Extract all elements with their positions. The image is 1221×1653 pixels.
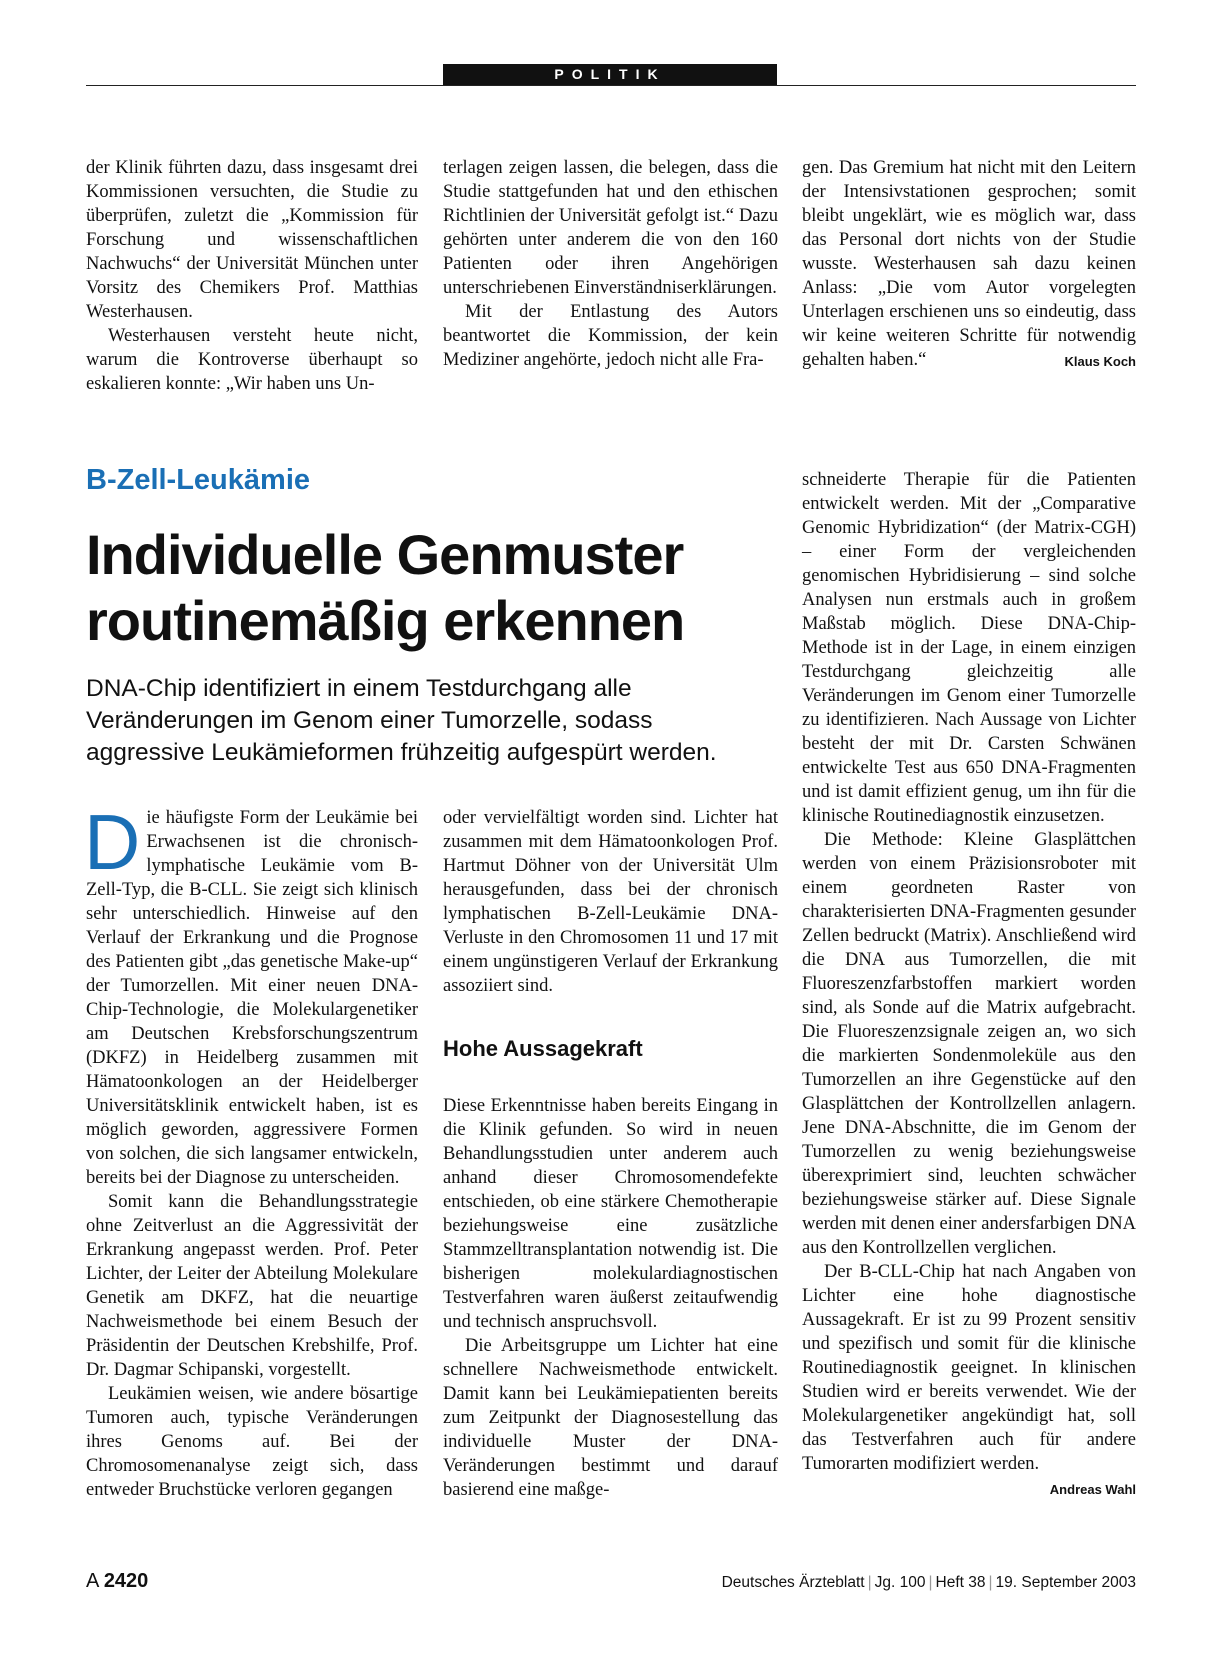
paragraph: Mit der Entlastung des Autors beantwortet die Kommission, der kein Mediziner angehörte, jedoch nicht alle Fra- (443, 302, 778, 370)
paragraph-text: Der B-CLL-Chip hat nach Angaben von Lichter eine hohe diagnostische Aussagekraft. Er ist zu 99 Prozent sensitiv und spezifisch und somit für die klinische Routinediagnostik geeignet. In klinischen Studien wird er bereits verwendet. Wie der Molekulargenetiker angekündigt hat, soll das Testverfahren auch für andere Tumorarten modifiziert werden. (802, 1262, 1136, 1474)
paragraph (84, 798, 418, 1190)
article-subhead: DNA-Chip identifiziert in einem Testdurchgang alle Veränderungen im Genom einer Tumorzelle, sodass aggressive Leukämieformen frühzeitig aufgespürt werden. (86, 675, 717, 766)
paragraph (802, 156, 1136, 372)
paragraph (802, 1260, 1136, 1497)
article-column-2 (443, 806, 778, 1502)
separator: | (928, 1574, 933, 1591)
article-column-3 (802, 468, 1136, 1502)
paragraph: Leukämien weisen, wie andere bösartige Tumoren auch, typische Veränderungen ihres Genoms auf. Bei der Chromosomenanalyse zeigt sich, dass entweder Bruchstücke verloren gegangen (86, 1384, 418, 1500)
journal-name: Deutsches Ärzteblatt (721, 1574, 865, 1591)
paragraph-text: gen. Das Gremium hat nicht mit den Leitern der Intensivstationen gesprochen; somit bleibt ungeklärt, wie es möglich war, dass das Personal dort nichts von der Studie wusste. Westerhausen sah dazu keinen Anlass: „Die vom Autor vorgelegten Unterlagen erschienen uns so eindeutig, dass wir keine weiteren Schritte für notwendig gehalten haben.“ (802, 158, 1136, 370)
paragraph: der Klinik führten dazu, dass insgesamt drei Kommissionen versuchten, die Studie zu überprüfen, zuletzt die „Kommission für Forschung und wissenschaftlichen Nachwuchs“ der Universität München unter Vorsitz des Chemikers Prof. Matthias Westerhausen. (86, 158, 418, 322)
article-subheading: Hohe Aussagekraft (443, 1036, 643, 1061)
paragraph: schneiderte Therapie für die Patienten entwickelt werden. Mit der „Comparative Genomic Hybridization“ (der Matrix-CGH) – einer Form der vergleichenden genomischen Hybridisierung – sind solche Analysen nun erstmals auch in großem Maßstab möglich. Diese DNA-Chip-Methode ist in der Lage, in einem einzigen Testdurchgang gleichzeitig alle Veränderungen im Genom einer Tumorzelle zu identifizieren. Nach Aussage von Lichter besteht der mit Dr. Carsten Schwänen entwickelte Test aus 650 DNA-Fragmenten und ist damit effizient genug, um ihn für die klinische Routinediagnostik einzusetzen. (802, 470, 1136, 826)
paragraph-text: ie häufigste Form der Leukämie bei Erwachsenen ist die chronisch-lymphatische Leukämie vom B-Zell-Typ, die B-CLL. Sie zeigt sich klinisch sehr unterschiedlich. Hinweise auf den Verlauf der Erkrankung und die Prognose des Patienten gibt „das genetische Make-up“ der Tumorzellen. Mit einer neuen DNA-Chip-Technologie, die Molekulargenetiker am Deutschen Krebsforschungszentrum (DKFZ) in Heidelberg zusammen mit Hämatoonkologen an der Heidelberger Universitätsklinik entwickelt haben, ist es möglich geworden, aggressivere Formen von solchen, die sich langsamer entwickeln, bereits bei der Diagnose zu unterscheiden. (86, 808, 418, 1188)
article-kicker: B-Zell-Leukämie (86, 464, 310, 496)
paragraph: terlagen zeigen lassen, die belegen, dass die Studie stattgefunden hat und den ethischen Richtlinien der Universität gefolgt ist.“ Dazu gehörten unter anderem die von den 160 Patienten oder ihren Angehörigen unterschriebenen Einverständniserklärungen. (443, 158, 778, 298)
previous-article-column-3 (802, 156, 1136, 374)
paragraph: Westerhausen versteht heute nicht, warum die Kontroverse überhaupt so eskalieren konnte: „Wir haben uns Un- (86, 326, 418, 394)
paragraph: Die Methode: Kleine Glasplättchen werden von einem Präzisionsroboter mit einem geordneten Raster von charakterisierten DNA-Fragmenten gesunder Zellen bedruckt (Matrix). Anschließend wird die DNA aus Tumorzellen, die mit Fluoreszenzfarbstoffen markiert worden sind, als Sonde auf die Matrix aufgebracht. Die Fluoreszenzsignale zeigen an, wo sich die markierten Sondenmoleküle aus den Tumorzellen an ihre Gegenstücke auf den Glasplättchen der Kontrollzellen anlagern. Jene DNA-Abschnitte, die im Genom der Tumorzellen zu wenig beziehungsweise überexprimiert sind, leuchten schwächer beziehungsweise stärker auf. Diese Signale werden mit denen einer andersfarbigen DNA aus den Kontrollzellen verglichen. (802, 830, 1136, 1258)
paragraph: Diese Erkenntnisse haben bereits Eingang in die Klinik gefunden. So wird in neuen Behandlungsstudien unter anderem auch anhand dieser Chromosomendefekte entschieden, ob eine stärkere Chemotherapie beziehungsweise eine zusätzliche Stammzelltransplantation notwendig ist. Die bisherigen molekulardiagnostischen Testverfahren waren äußerst zeitaufwendig und technisch anspruchsvoll. (443, 1096, 778, 1332)
article-column-1 (84, 798, 418, 1502)
journal-issue: Heft 38 (935, 1574, 986, 1591)
paragraph: oder vervielfältigt worden sind. Lichter hat zusammen mit dem Hämatoonkologen Prof. Hartmut Döhner von der Universität Ulm herausgefunden, dass bei der chronisch lymphatischen B-Zell-Leukämie DNA-Verluste in den Chromosomen 11 und 17 mit einem ungünstigeren Verlauf der Erkrankung assoziiert sind. (443, 808, 778, 996)
previous-article-column-2 (443, 156, 778, 372)
section-rule (86, 85, 1136, 86)
journal-volume: Jg. 100 (874, 1574, 926, 1591)
paragraph: Die Arbeitsgruppe um Lichter hat eine schnellere Nachweismethode entwickelt. Damit kann bei Leukämiepatienten bereits zum Zeitpunkt der Diagnosestellung das individuelle Muster der DNA-Veränderungen bestimmt und darauf basierend eine maßge- (443, 1336, 778, 1500)
author-byline: Andreas Wahl (1049, 1482, 1136, 1497)
paragraph: Somit kann die Behandlungsstrategie ohne Zeitverlust an die Aggressivität der Erkrankung angepasst werden. Prof. Peter Lichter, der Leiter der Abteilung Molekulare Genetik am DKFZ, hat die neuartige Nachweismethode bei einem Besuch der Präsidentin der Deutschen Krebshilfe, Prof. Dr. Dagmar Schipanski, vorgestellt. (86, 1192, 418, 1380)
article-headline: Individuelle Genmuster routinemäßig erkennen (86, 523, 685, 652)
journal-date: 19. September 2003 (995, 1574, 1136, 1591)
previous-article-column-1 (86, 156, 418, 396)
page-prefix: A (86, 1570, 99, 1592)
section-tag: POLITIK (443, 64, 777, 85)
page-number-value: 2420 (103, 1570, 149, 1592)
journal-footer (722, 1574, 1136, 1592)
author-byline: Klaus Koch (1064, 354, 1136, 369)
drop-cap: D (84, 798, 141, 886)
separator: | (867, 1574, 872, 1591)
separator: | (988, 1574, 993, 1591)
page-number (86, 1570, 148, 1593)
